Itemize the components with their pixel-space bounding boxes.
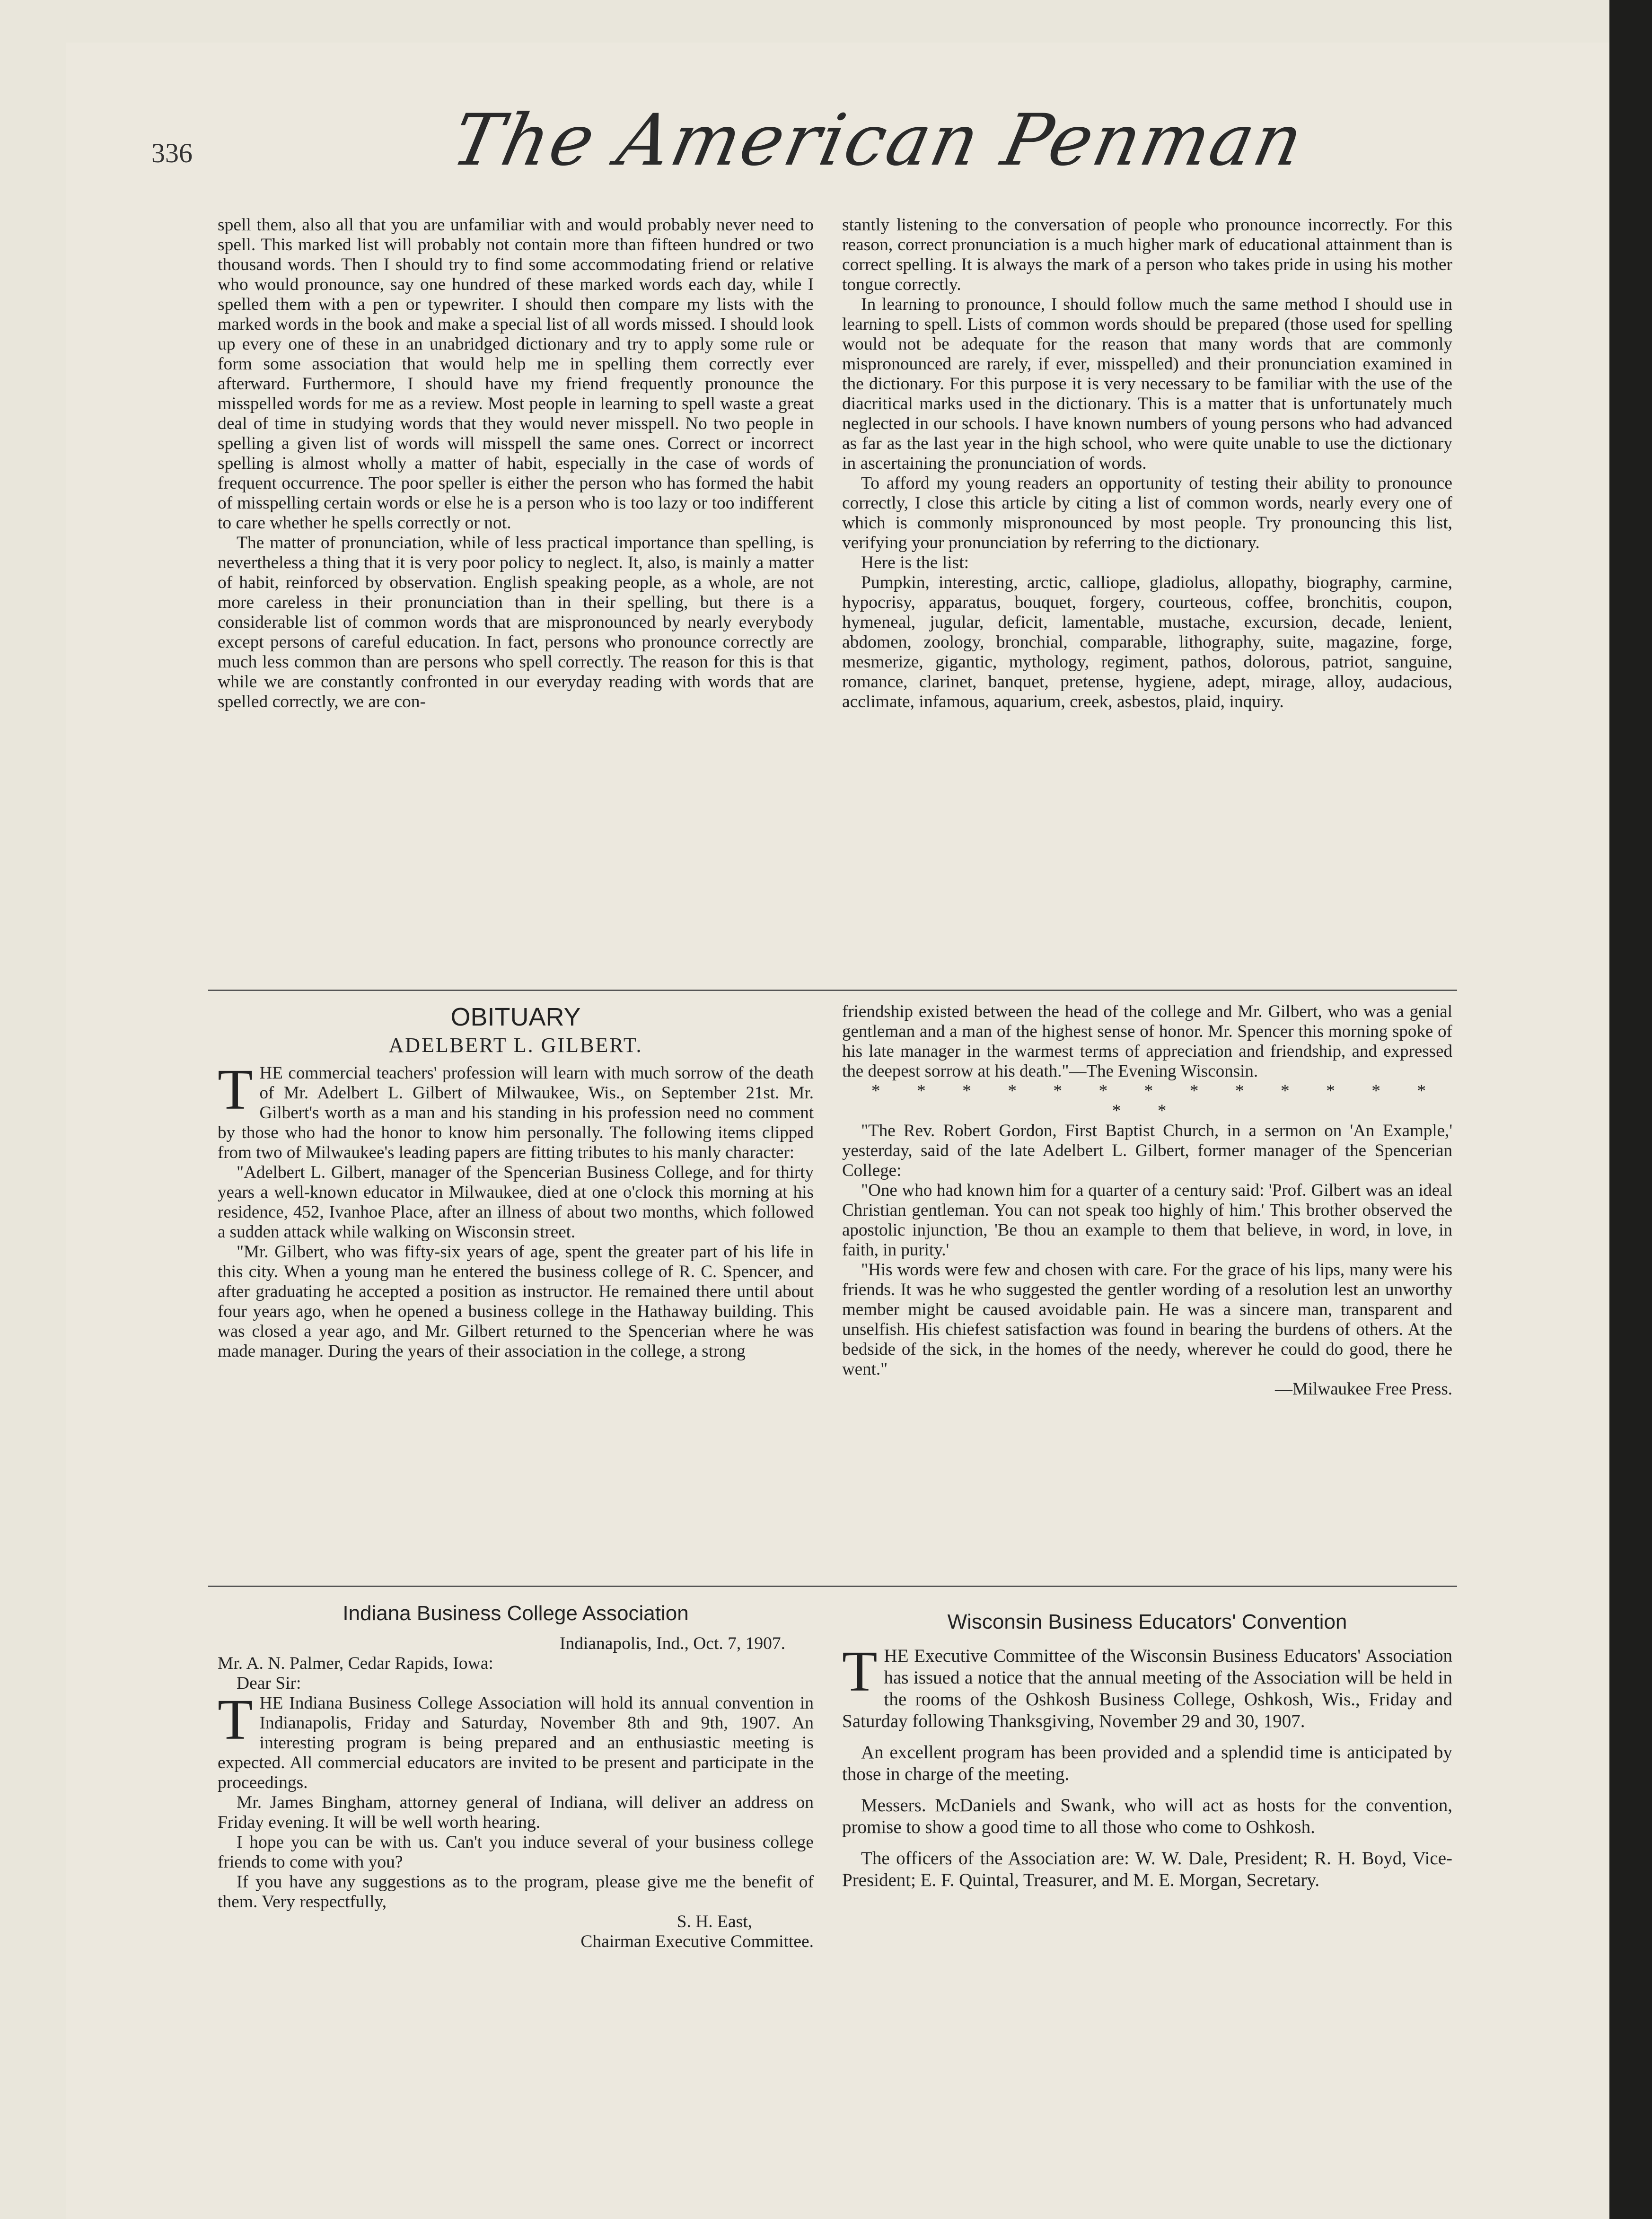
- obituary-paragraph: "The Rev. Robert Gordon, First Baptist Church, in a sermon on 'An Example,' yesterday, said of the late Adelbert L. Gilbert, former manager of the Spencerian College:: [842, 1121, 1452, 1180]
- wisconsin-paragraph: The officers of the Association are: W. W. Dale, President; R. H. Boyd, Vice-President; E. F. Quintal, Treasurer, and M. E. Morgan, Secretary.: [842, 1848, 1452, 1890]
- indiana-signer-title: Chairman Executive Committee.: [580, 1932, 814, 1951]
- obituary-paragraph: "Adelbert L. Gilbert, manager of the Spencerian Business College, and for thirty years a well-known educator in Milwaukee, died at one o'clock this morning at his residence, 452, Ivanhoe Place, after an illness of about two months, which followed a sudden attack while walking on Wisconsin street.: [218, 1163, 814, 1242]
- word-list: Pumpkin, interesting, arctic, calliope, gladiolus, allopathy, biography, carmine, hypocrisy, apparatus, bouquet, forgery, courteous, coffee, bronchitis, coupon, hymeneal, jugular, deficit, lamentable, mustache, excursion, decade, lenient, abdomen, zoology, bronchial, comparable, lithography, suite, magazine, forge, mesmerize, gigantic, mythology, regiment, pathos, dolorous, patriot, sanguine, romance, clarinet, banquet, pretense, hygiene, adept, mirage, alloy, audacious, acclimate, infamous, aquarium, creek, asbestos, plaid, inquiry.: [842, 573, 1452, 711]
- indiana-paragraph: Mr. James Bingham, attorney general of Indiana, will deliver an address on Friday evening. It will be well worth hearing.: [218, 1793, 814, 1832]
- wisconsin-title: Wisconsin Business Educators' Convention: [947, 1610, 1347, 1633]
- section-stars: * * * * * * * * * * * * * * *: [871, 1081, 1442, 1121]
- drop-cap: T: [218, 1058, 253, 1122]
- obituary-paragraph: "One who had known him for a quarter of a century said: 'Prof. Gilbert was an ideal Christian gentleman. You can not speak too highly of him.' This brother observed the apostolic injunction, 'Be thou an example to them that believe, in word, in love, in faith, in purity.': [842, 1181, 1452, 1260]
- obituary-title: OBITUARY: [450, 1003, 581, 1031]
- indiana-paragraph: THE Indiana Business College Association will hold its annual convention in Indianapolis, Friday and Saturday, November 8th and 9th, 1907. An interesting program is being prepared and an enthusiastic meeting is expected. All commercial educators are invited to be present and participate in the proceedings.: [218, 1688, 814, 1792]
- drop-cap: T: [842, 1640, 878, 1703]
- obituary-paragraph: "Mr. Gilbert, who was fifty-six years of age, spent the greater part of his life in this city. When a young man he entered the business college of R. C. Spencer, and after graduating he accepted a position as instructor. He remained there until about four years ago, when he opened a business college in the Hathaway building. This was closed a year ago, and Mr. Gilbert returned to the Spencerian where he was made manager. During the years of their association in the college, a strong: [218, 1242, 814, 1361]
- obituary-subtitle: ADELBERT L. GILBERT.: [388, 1034, 643, 1057]
- indiana-paragraph: If you have any suggestions as to the program, please give me the benefit of them. Very respectfully,: [218, 1872, 814, 1912]
- indiana-salutation: Dear Sir:: [237, 1674, 301, 1693]
- article-spelling-right-column: [842, 215, 1452, 712]
- page-number: 336: [151, 138, 193, 168]
- obituary-source: —Milwaukee Free Press.: [1274, 1379, 1452, 1399]
- indiana-title: Indiana Business College Association: [343, 1602, 689, 1625]
- obituary-right-column: [842, 1002, 1452, 1399]
- indiana-addressee: Mr. A. N. Palmer, Cedar Rapids, Iowa:: [218, 1654, 493, 1673]
- article-paragraph: stantly listening to the conversation of people who pronounce incorrectly. For this reason, correct pronunciation is a much higher mark of educational attainment than is correct spelling. It is always the mark of a person who takes pride in using his mother tongue correctly.: [842, 215, 1452, 294]
- article-paragraph: spell them, also all that you are unfamiliar with and would probably never need to spell. This marked list will probably not contain more than fifteen hundred or two thousand words. Then I should try to find some accommodating friend or relative who would pronounce, say one hundred of these marked words each day, while I spelled them with a pen or typewriter. I should then compare my lists with the marked words in the book and make a special list of all words missed. I should look up every one of these in an unabridged dictionary and try to apply some rule or form some association that would help me in spelling them correctly ever afterward. Furthermore, I should have my friend frequently pronounce the misspelled words for me as a review. Most people in learning to spell waste a great deal of time in studying words that they would never misspell. No two people in spelling a given list of words will misspell the same ones. Correct or incorrect spelling is almost wholly a matter of habit, especially in the case of words of frequent occurrence. The poor speller is either the person who has formed the habit of misspelling certain words or else he is a person who is too lazy or too indifferent to care whether he spells correctly or not.: [218, 215, 814, 533]
- article-paragraph: To afford my young readers an opportunity of testing their ability to pronounce correctly, I close this article by citing a list of common words, nearly every one of which is commonly mispronounced by most people. Try pronouncing this list, verifying your pronunciation by referring to the dictionary.: [842, 474, 1452, 553]
- indiana-dateline: Indianapolis, Ind., Oct. 7, 1907.: [559, 1634, 785, 1653]
- wisconsin-paragraph: THE Executive Committee of the Wisconsin Business Educators' Association has issued a notice that the annual meeting of the Association will be held in the rooms of the Oshkosh Business College, Oshkosh, Wis., Friday and Saturday following Thanksgiving, November 29 and 30, 1907.: [842, 1640, 1452, 1731]
- indiana-column: [218, 1600, 814, 1952]
- indiana-signer: S. H. East,: [677, 1912, 752, 1931]
- wisconsin-column: [842, 1608, 1452, 1891]
- article-spelling-left-column: [218, 215, 814, 712]
- page-header: [151, 85, 1476, 182]
- obituary-left-column: [218, 1002, 814, 1361]
- article-paragraph: In learning to pronounce, I should follow much the same method I should use in learning to spell. Lists of common words should be prepared (those used for spelling would not be adequate for the reason that many words that are commonly mispronounced are rarely, if ever, misspelled) and their pronunciation examined in the dictionary. For this purpose it is very necessary to be familiar with the use of the diacritical marks used in the dictionary. This is a matter that is unfortunately much neglected in our schools. I have known numbers of young persons who had advanced as far as the last year in the high school, who were quite unable to use the dictionary in ascertaining the pronunciation of words.: [842, 295, 1452, 473]
- scan-binding-edge: [1609, 0, 1652, 2219]
- wisconsin-paragraph: An excellent program has been provided and a splendid time is anticipated by those in charge of the meeting.: [842, 1742, 1452, 1784]
- drop-cap: T: [218, 1688, 253, 1752]
- masthead-title: The American Penman: [445, 99, 1312, 182]
- wisconsin-paragraph: Messers. McDaniels and Swank, who will act as hosts for the convention, promise to show a good time to all those who come to Oshkosh.: [842, 1795, 1452, 1837]
- obituary-paragraph: "His words were few and chosen with care. For the grace of his lips, many were his friends. It was he who suggested the gentler wording of a resolution lest an unworthy member might be caused avoidable pain. He was a sincere man, transparent and unselfish. His chiefest satisfaction was found in bearing the burdens of others. At the bedside of the sick, in the homes of the needy, wherever he could do good, there he went.": [842, 1260, 1452, 1379]
- obituary-paragraph: THE commercial teachers' profession will learn with much sorrow of the death of Mr. Adelbert L. Gilbert of Milwaukee, Wis., on September 21st. Mr. Gilbert's worth as a man and his standing in his profession need no comment by those who had the honor to know him personally. The following items clipped from two of Milwaukee's leading papers are fitting tributes to his manly character:: [218, 1058, 814, 1162]
- article-paragraph: The matter of pronunciation, while of less practical importance than spelling, is nevertheless a thing that it is very poor policy to neglect. It, also, is mainly a matter of habit, reinforced by observation. English speaking people, as a whole, are not more careless in their pronunciation than in their spelling, but there is a considerable list of common words that are mispronounced by nearly everybody except persons of careful education. In fact, persons who pronounce correctly are much less common than are persons who spell correctly. The reason for this is that while we are constantly confronted in our everyday reading with words that are spelled correctly, we are con-: [218, 533, 814, 711]
- obituary-paragraph: friendship existed between the head of the college and Mr. Gilbert, who was a genial gentleman and a man of the highest sense of honor. Mr. Spencer this morning spoke of his late manager in the warmest terms of appreciation and friendship, and expressed the deepest sorrow at his death."—The Evening Wisconsin.: [842, 1002, 1452, 1081]
- section-divider: [208, 990, 1457, 991]
- section-divider: [208, 1586, 1457, 1587]
- article-paragraph: Here is the list:: [861, 553, 969, 572]
- indiana-paragraph: I hope you can be with us. Can't you induce several of your business college friends to come with you?: [218, 1833, 814, 1872]
